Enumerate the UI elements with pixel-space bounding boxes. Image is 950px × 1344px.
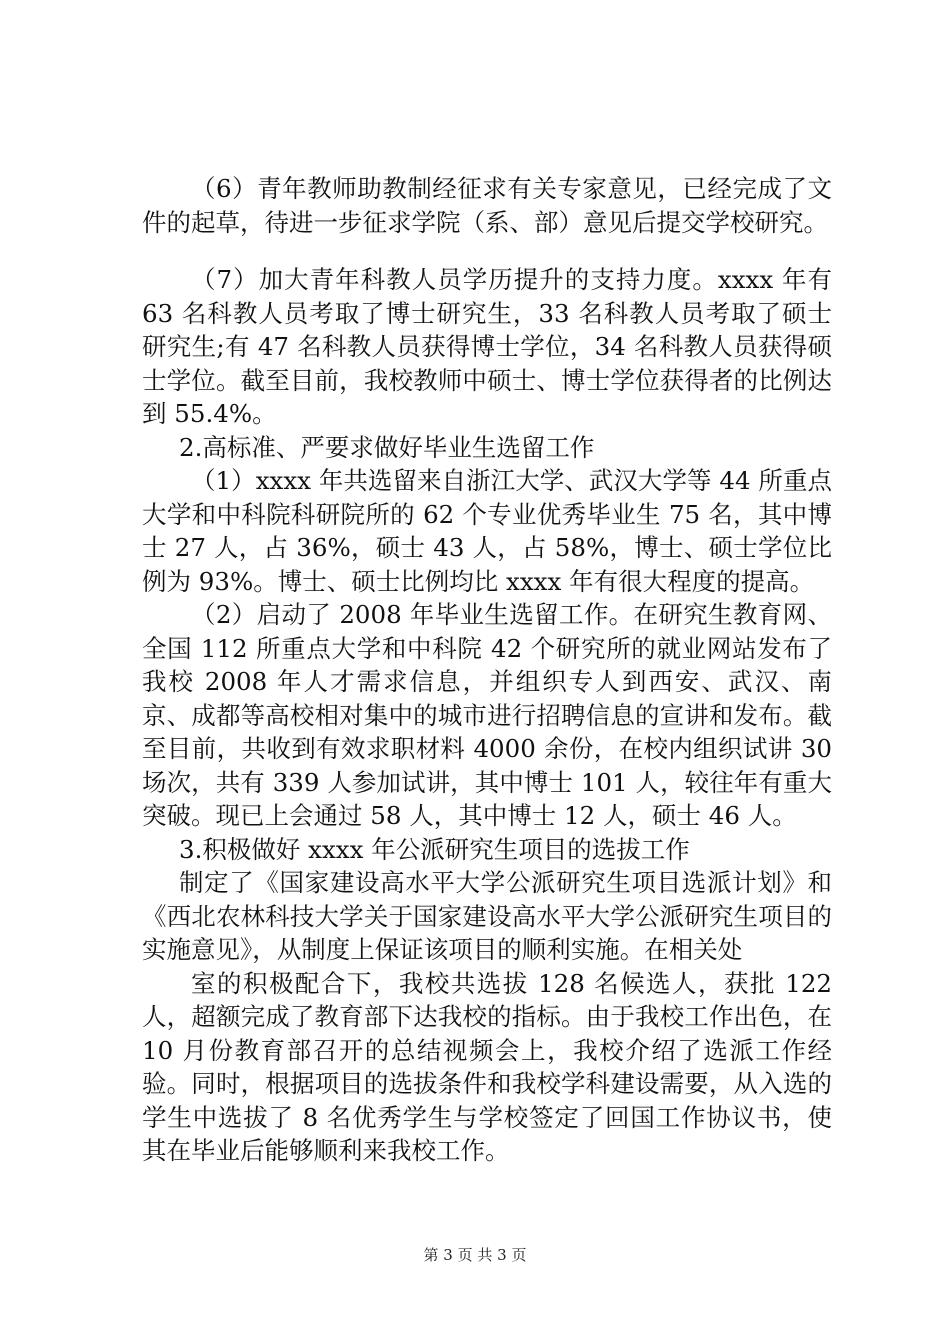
paragraph-program-plan: 制定了《国家建设高水平大学公派研究生项目选派计划》和《西北农林科技大学关于国家建设高水平大学公派研究生项目的实施意见》，从制度上保证该项目的顺利实施。在相关处	[142, 868, 832, 964]
section-heading-public-funded-program: 3.积极做好 xxxx 年公派研究生项目的选拔工作	[179, 834, 690, 864]
page-footer: 第 3 页 共 3 页	[423, 1246, 527, 1264]
paragraph-item-6: （6）青年教师助教制经征求有关专家意见，已经完成了文件的起草，待进一步征求学院（系、部）意见后提交学校研究。	[142, 174, 832, 237]
paragraph-item-7: （7）加大青年科教人员学历提升的支持力度。xxxx 年有 63 名科教人员考取了博士研究生，33 名科教人员考取了硕士研究生;有 47 名科教人员获得博士学位，34 名科教人员获得硕士学位。截至目前，我校教师中硕士、博士学位获得者的比例达到 55.4%。	[142, 265, 832, 428]
section-heading-graduate-selection: 2.高标准、严要求做好毕业生选留工作	[179, 432, 595, 462]
paragraph-item-1: （1）xxxx 年共选留来自浙江大学、武汉大学等 44 所重点大学和中科院科研院所的 62 个专业优秀毕业生 75 名，其中博士 27 人，占 36%，硕士 43 人，占 58%，博士、硕士学位比例为 93%。博士、硕士比例均比 xxxx 年有很大程度的提高。	[142, 466, 832, 596]
document-body	[142, 172, 832, 1168]
paragraph-item-2: （2）启动了 2008 年毕业生选留工作。在研究生教育网、全国 112 所重点大学和中科院 42 个研究所的就业网站发布了我校 2008 年人才需求信息，并组织专人到西安、武汉、南京、成都等高校相对集中的城市进行招聘信息的宣讲和发布。截至目前，共收到有效求职材料 4000 余份，在校内组织试讲 30 场次，共有 339 人参加试讲，其中博士 101 人，较往年有重大突破。现已上会通过 58 人，其中博士 12 人，硕士 46 人。	[142, 600, 832, 830]
paragraph-program-results: 室的积极配合下，我校共选拔 128 名候选人，获批 122 人，超额完成了教育部下达我校的指标。由于我校工作出色，在 10 月份教育部召开的总结视频会上，我校介绍了选派工作经验。同时，根据项目的选拔条件和我校学科建设需要，从入选的学生中选拔了 8 名优秀学生与学校签定了回国工作协议书，使其在毕业后能够顺利来我校工作。	[142, 968, 832, 1165]
